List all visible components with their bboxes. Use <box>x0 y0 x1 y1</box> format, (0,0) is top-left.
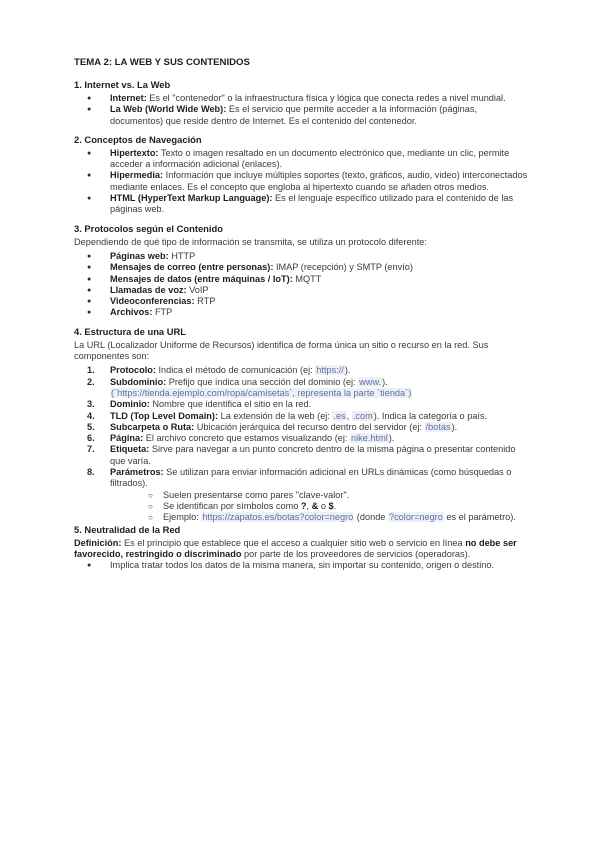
sub-list-item: ○ Suelen presentarse como pares "clave-valor". <box>145 490 530 501</box>
section-heading: 1. Internet vs. La Web <box>74 79 171 90</box>
section-navegacion <box>74 134 530 216</box>
sub-list-item: ○ Se identifican por símbolos como ?, & o $. <box>145 501 530 512</box>
section-protocolos <box>74 223 530 319</box>
definition-text: Definición: Es el principio que establece que el acceso a cualquier sitio web o servicio en línea no debe ser favorecido, restringido o discriminado por parte de los proveedores de servicios (operadoras). <box>74 537 517 559</box>
list-item: 8. Parámetros: Se utilizan para enviar información adicional en URLs dinámicas (como búsquedas o filtrados). ○ Suelen presentarse como pares "clave-valor". ○ Se identifican por símbolos como ?, & o $. ○ Ejemplo: https://zapatos.es/botas?color=negro (donde ?color=negro es el parámetro). <box>74 467 530 523</box>
list-item: ● Videoconferencias: RTP <box>74 296 530 307</box>
list-item: ● Implica tratar todos los datos de la misma manera, sin importar su contenido, origen o destino. <box>74 560 530 571</box>
section-internet-vs-web <box>74 79 530 127</box>
list-item: 6. Página: El archivo concreto que estamos visualizando (ej: nike.html). <box>87 433 395 444</box>
list-item: 1. Protocolo: Indica el método de comunicación (ej: https://). <box>87 365 351 376</box>
list-item: ● Hipermedia: Información que incluye múltiples soportes (texto, gráficos, audio, video) interconectados mediante enlaces. Es el concepto que engloba al hipertexto cuando se añaden otros medios. <box>74 170 530 193</box>
list-item: ● HTML (HyperText Markup Language): Es el lenguaje específico utilizado para el contenido de las páginas web. <box>74 193 530 216</box>
list-item: 4. TLD (Top Level Domain): La extensión de la web (ej: .es, .com). Indica la categoría o país. <box>87 410 488 421</box>
section-url <box>74 326 530 524</box>
list-item: ● Mensajes de datos (entre máquinas / IoT): MQTT <box>74 274 530 285</box>
list-item: ● Páginas web: HTTP <box>74 251 530 262</box>
list-item: ● Mensajes de correo (entre personas): IMAP (recepción) y SMTP (envío) <box>74 262 530 273</box>
list-item: ● Hipertexto: Texto o imagen resaltado en un documento electrónico que, mediante un clic, permite acceder a información adicional (enlaces). <box>74 148 530 171</box>
list-item: 3. Dominio: Nombre que identifica el sitio en la red. <box>87 399 312 410</box>
section-neutralidad <box>74 524 530 572</box>
list-item: 5. Subcarpeta o Ruta: Ubicación jerárquica del recurso dentro del servidor (ej: /botas). <box>87 421 458 432</box>
list-item: 2. Subdominio: Prefijo que indica una sección del dominio (ej: www.). (`https://tienda.ejemplo.com/ropa/camisetas`, representa la parte `tienda`) <box>87 376 412 398</box>
list-item: 7. Etiqueta: Sirve para navegar a un punto concreto dentro de la misma página o presentar contenido que varía. <box>87 444 516 466</box>
section-heading: 4. Estructura de una URL <box>74 325 187 337</box>
sub-list-item: ○ Ejemplo: https://zapatos.es/botas?color=negro (donde ?color=negro es el parámetro). <box>145 512 530 523</box>
section-heading: 3. Protocolos según el Contenido <box>74 222 223 234</box>
section-heading: 2. Conceptos de Navegación <box>74 133 202 145</box>
section-intro: Dependiendo de qué tipo de información se transmita, se utiliza un protocolo diferente: <box>74 236 427 247</box>
list-item: ● Archivos: FTP <box>74 307 530 318</box>
section-heading: 5. Neutralidad de la Red <box>74 523 181 535</box>
list-item: ● La Web (World Wide Web): Es el servicio que permite acceder a la información (páginas, documentos) que reside dentro de Internet. Es el contenido del contenedor. <box>74 104 530 127</box>
list-item: ● Llamadas de voz: VoIP <box>74 285 530 296</box>
list-item: ● Internet: Es el "contenedor" o la infraestructura física y lógica que conecta redes a nivel mundial. <box>74 93 530 104</box>
section-intro: La URL (Localizador Uniforme de Recursos) identifica de forma única un sitio o recurso en la red. Sus componentes son: <box>74 339 489 362</box>
document-title: TEMA 2: LA WEB Y SUS CONTENIDOS <box>74 57 250 68</box>
